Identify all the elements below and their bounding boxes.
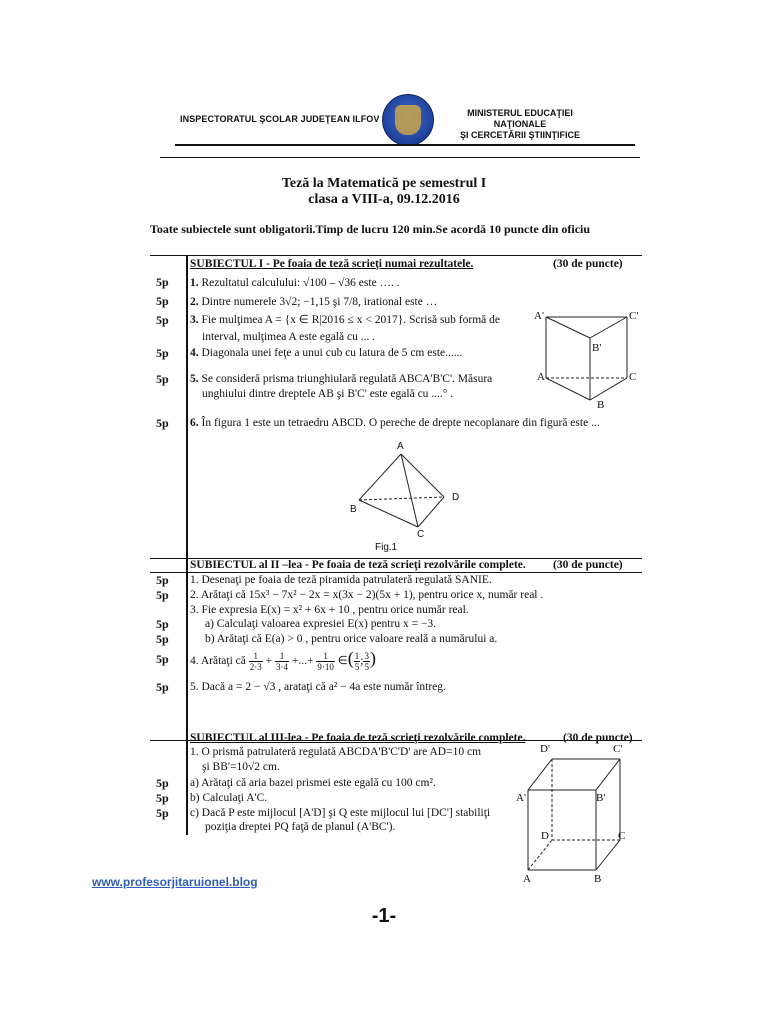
- s3-item-c-points: 5p: [156, 806, 169, 820]
- cube-label-d1: D': [540, 743, 550, 755]
- cube-label-b1: B': [596, 792, 606, 804]
- s1-item5: 5. Se consideră prisma triunghiulară regulată ABCA'B'C'. Măsura: [190, 373, 493, 385]
- prism-label-a1: A': [534, 310, 544, 322]
- prism-label-c: C: [629, 371, 637, 383]
- s2-item2: 2. Arătaţi că 15x³ − 7x² − 2x = x(3x − 2)(5x + 1), pentru orice x, număr real .: [190, 589, 544, 601]
- s2-item3b: b) Arătaţi că E(a) > 0 , pentru orice valoare reală a numărului a.: [205, 633, 498, 645]
- government-seal-logo: [382, 94, 434, 146]
- s3-item1-cont: şi BB'=10√2 cm.: [202, 761, 280, 773]
- s1-item1: 1. Rezultatul calculului: √100 – √36 este …. .: [190, 277, 400, 289]
- section2-points: (30 de puncte): [553, 559, 623, 571]
- header-left-institution: INSPECTORATUL ŞCOLAR JUDEŢEAN ILFOV: [180, 114, 380, 124]
- s2-item3b-points: 5p: [156, 632, 169, 646]
- s3-item-c-cont: poziţia dreptei PQ faţă de planul (A'BC').: [205, 821, 396, 833]
- s1-item1-points: 5p: [156, 275, 169, 289]
- s2-item4: 4. Arătaţi că $\frac{1}{2\cdot 3}$ + $\frac{1}{3\cdot 4}$ +...+ $\frac{1}{9\cdot 10}$ ∈( $\frac{1}{5}$ ; $\frac{3}{5}$ ): [190, 648, 376, 672]
- instructions: Toate subiectele sunt obligatorii.Timp de lucru 120 min.Se acordă 10 puncte din oficiu: [150, 222, 591, 236]
- prism-label-c1: C': [629, 310, 639, 322]
- s3-item-c: c) Dacă P este mijlocul [A'D] şi Q este mijlocul lui [DC'] stabiliţi: [190, 807, 491, 819]
- figure-caption: Fig.1: [375, 542, 398, 553]
- header-rule-bottom: [160, 157, 640, 158]
- tetra-label-d: D: [452, 492, 460, 503]
- page-subtitle: clasa a VIII-a, 09.12.2016: [308, 192, 460, 207]
- tetra-label-b: B: [350, 504, 357, 515]
- cube-label-c: C: [618, 830, 626, 842]
- cube-label-b: B: [594, 873, 602, 885]
- page-number: -1-: [371, 905, 397, 927]
- section3-points: (30 de puncte): [563, 732, 633, 744]
- s1-item6: 6. În figura 1 este un tetraedru ABCD. O pereche de drepte necoplanare din figură este ...: [190, 417, 600, 429]
- s1-item4-points: 5p: [156, 346, 169, 360]
- s2-item5-points: 5p: [156, 680, 169, 694]
- s1-item3-cont: interval, mulţimea A este egală cu ... .: [202, 331, 376, 343]
- square-prism-figure: [510, 745, 650, 880]
- points-column-divider: [186, 255, 188, 835]
- s3-item-b: b) Calculaţi A'C.: [190, 792, 268, 804]
- s1-item3: 3. Fie mulţimea A = {x ∈ R|2016 ≤ x < 2017}. Scrisă sub formă de: [190, 314, 500, 326]
- header-rule-top: [175, 144, 635, 146]
- s2-item1-points: 5p: [156, 573, 169, 587]
- s2-item3: 3. Fie expresia E(x) = x² + 6x + 10 , pentru orice număr real.: [190, 604, 469, 616]
- s1-item2-points: 5p: [156, 294, 169, 308]
- tetra-label-c: C: [417, 529, 425, 540]
- prism-label-a: A: [537, 371, 545, 383]
- section2-heading: SUBIECTUL al II –lea - Pe foaia de teză scrieţi rezolvările complete.: [190, 559, 526, 571]
- s2-item2-points: 5p: [156, 588, 169, 602]
- page-title: Teză la Matematică pe semestrul I: [281, 176, 487, 191]
- cube-label-d: D: [541, 830, 549, 842]
- s3-item1: 1. O prismă patrulateră regulată ABCDA'B'C'D' are AD=10 cm: [190, 746, 482, 758]
- s3-item-a-points: 5p: [156, 776, 169, 790]
- s3-item-a: a) Arătaţi că aria bazei prismei este egală cu 100 cm².: [190, 777, 436, 789]
- cube-label-a: A: [523, 873, 531, 885]
- footer-blog-link[interactable]: www.profesorjitaruionel.blog: [92, 875, 258, 889]
- cube-label-a1: A': [516, 792, 526, 804]
- section1-top-rule: [150, 255, 642, 256]
- header-right-line2: ŞI CERCETĂRII ŞTIINŢIFICE: [459, 130, 580, 140]
- section3-heading: SUBIECTUL al III-lea - Pe foaia de teză scrieţi rezolvările complete.: [190, 732, 526, 744]
- s2-item3a-points: 5p: [156, 617, 169, 631]
- cube-label-c1: C': [613, 743, 623, 755]
- prism-label-b1: B': [592, 342, 602, 354]
- prism-label-b: B: [597, 399, 605, 411]
- s1-item4: 4. Diagonala unei feţe a unui cub cu latura de 5 cm este......: [190, 347, 463, 359]
- header-right-institution: [440, 108, 600, 141]
- s1-item6-points: 5p: [156, 416, 169, 430]
- s1-item5-points: 5p: [156, 372, 169, 386]
- section1-heading: SUBIECTUL I - Pe foaia de teză scrieţi numai rezultatele.: [190, 258, 474, 270]
- tetra-label-a: A: [397, 441, 404, 452]
- header-right-line1: MINISTERUL EDUCAŢIEI NAŢIONALE: [467, 108, 573, 129]
- s2-item1: 1. Desenaţi pe foaia de teză piramida patrulateră regulată SANIE.: [190, 574, 492, 586]
- s1-item3-points: 5p: [156, 313, 169, 327]
- s1-item5-cont: unghiului dintre dreptele AB şi B'C' este egală cu ....° .: [202, 388, 454, 400]
- s2-item4-points: 5p: [156, 652, 169, 666]
- tetrahedron-figure: [350, 440, 460, 545]
- s2-item3a: a) Calculaţi valoarea expresiei E(x) pentru x = −3.: [205, 618, 437, 630]
- s3-item-b-points: 5p: [156, 791, 169, 805]
- section1-points: (30 de puncte): [553, 258, 623, 270]
- s1-item2: 2. Dintre numerele 3√2; −1,15 şi 7/8, irational este …: [190, 296, 438, 308]
- s2-item5: 5. Dacă a = 2 − √3 , arataţi că a² − 4a este număr întreg.: [190, 681, 446, 693]
